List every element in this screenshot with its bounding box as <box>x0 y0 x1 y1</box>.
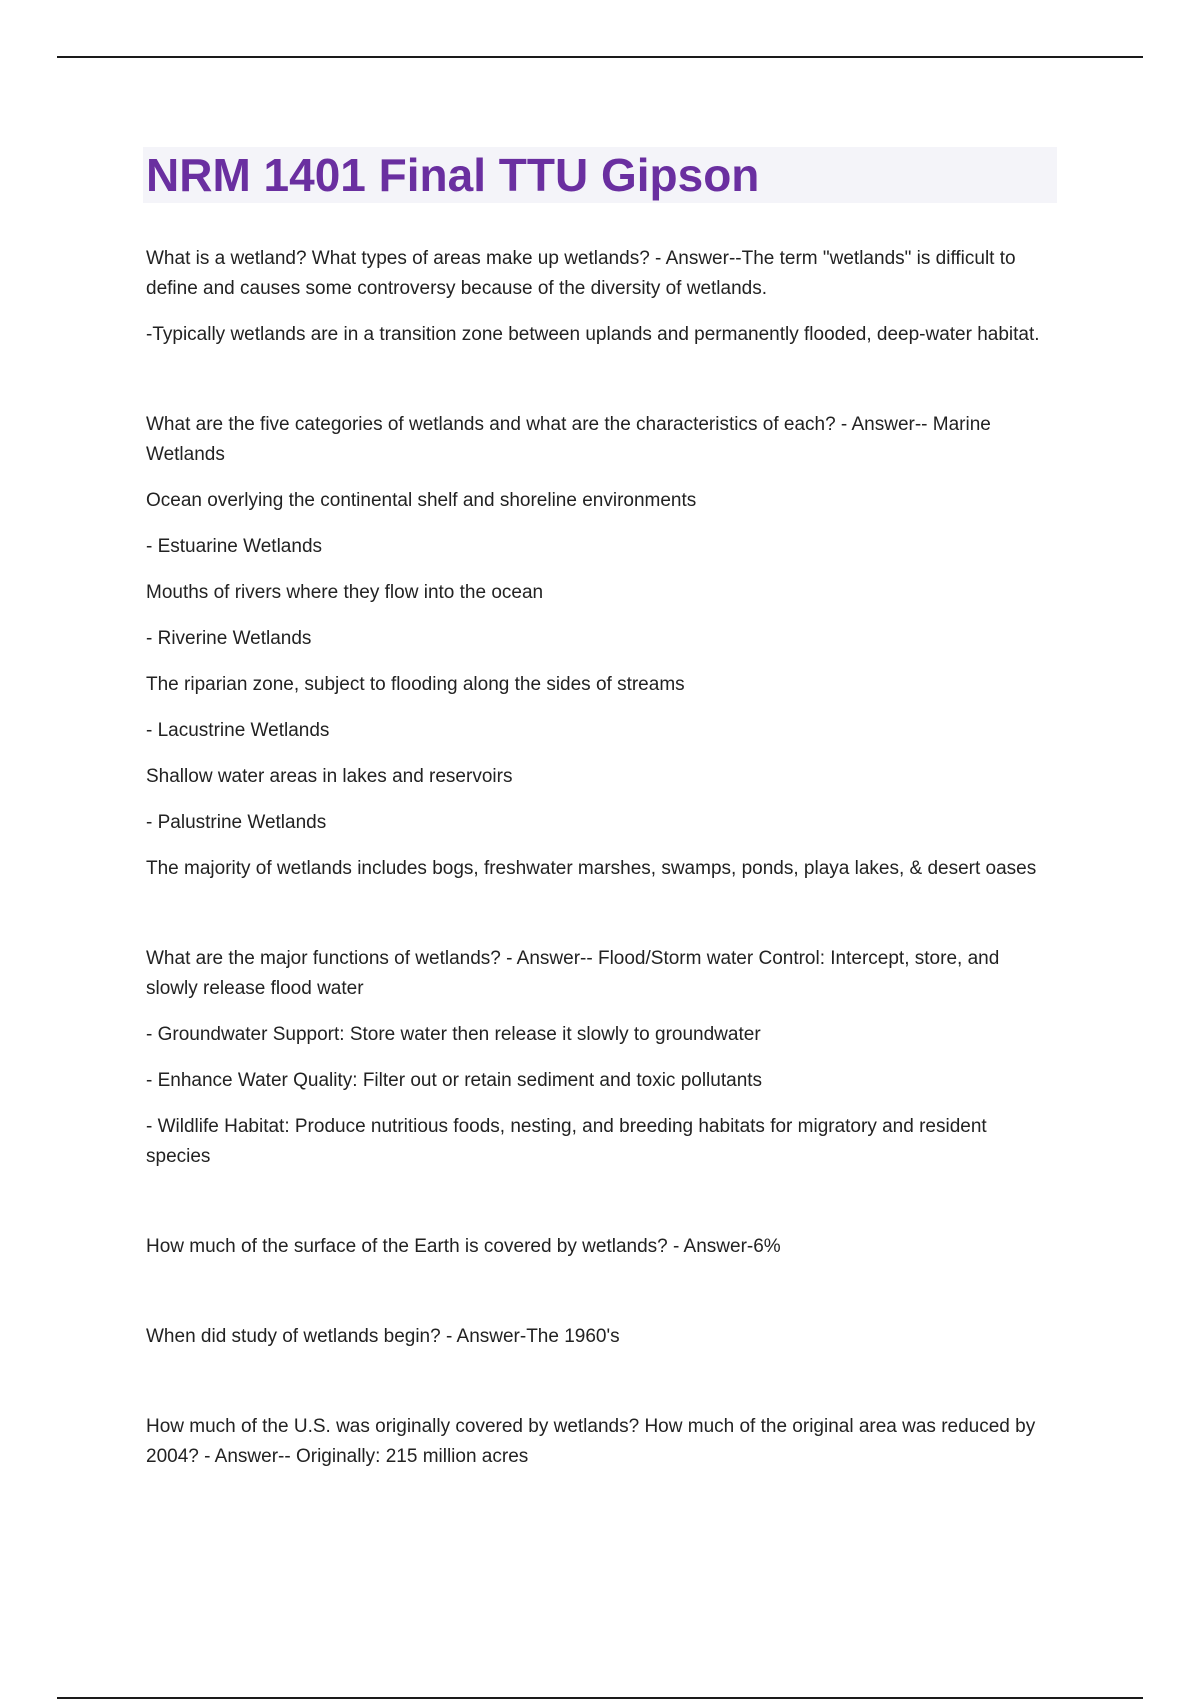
answer-paragraph: The riparian zone, subject to flooding along the sides of streams <box>146 674 685 695</box>
bottom-divider <box>57 1697 1143 1699</box>
question-answer-text: How much of the U.S. was originally covered by wetlands? How much of the original area was reduced by 2004? - Answer-- Originally: 215 million acres <box>146 1416 1036 1467</box>
qa-block-us-coverage <box>146 1412 1056 1472</box>
qa-block-wetland-functions <box>146 944 1056 1172</box>
answer-paragraph: - Enhance Water Quality: Filter out or retain sediment and toxic pollutants <box>146 1070 763 1091</box>
question-answer-text: What is a wetland? What types of areas make up wetlands? - Answer--The term "wetlands" is difficult to define and causes some controversy because of the diversity of wetlands. <box>146 248 1016 299</box>
answer-paragraph: - Riverine Wetlands <box>146 628 312 649</box>
answer-paragraph: - Groundwater Support: Store water then release it slowly to groundwater <box>146 1024 761 1045</box>
top-divider <box>57 56 1143 58</box>
answer-paragraph: Mouths of rivers where they flow into the ocean <box>146 582 544 603</box>
answer-paragraph: - Wildlife Habitat: Produce nutritious foods, nesting, and breeding habitats for migratory and resident species <box>146 1116 987 1167</box>
answer-paragraph: -Typically wetlands are in a transition zone between uplands and permanently flooded, deep-water habitat. <box>146 324 1040 345</box>
title-banner <box>143 147 1057 203</box>
answer-paragraph: Shallow water areas in lakes and reservoirs <box>146 766 513 787</box>
answer-paragraph: - Estuarine Wetlands <box>146 536 323 557</box>
answer-paragraph: - Palustrine Wetlands <box>146 812 327 833</box>
answer-paragraph: Ocean overlying the continental shelf and shoreline environments <box>146 490 697 511</box>
question-answer-text: What are the major functions of wetlands? - Answer-- Flood/Storm water Control: Intercept, store, and slowly release flood water <box>146 948 1000 999</box>
question-answer-text: How much of the surface of the Earth is covered by wetlands? - Answer-6% <box>146 1236 781 1257</box>
answer-paragraph: The majority of wetlands includes bogs, freshwater marshes, swamps, ponds, playa lakes, & desert oases <box>146 858 1037 879</box>
document-title: NRM 1401 Final TTU Gipson <box>146 149 760 201</box>
answer-paragraph: - Lacustrine Wetlands <box>146 720 330 741</box>
qa-block-wetland-definition <box>146 244 1056 350</box>
qa-block-wetland-categories <box>146 410 1056 884</box>
qa-block-study-start <box>146 1322 1056 1352</box>
qa-block-earth-coverage <box>146 1232 1056 1262</box>
question-answer-text: When did study of wetlands begin? - Answer-The 1960's <box>146 1326 620 1347</box>
question-answer-text: What are the five categories of wetlands and what are the characteristics of each? - Answer-- Marine Wetlands <box>146 414 991 465</box>
document-body <box>146 244 1056 1532</box>
